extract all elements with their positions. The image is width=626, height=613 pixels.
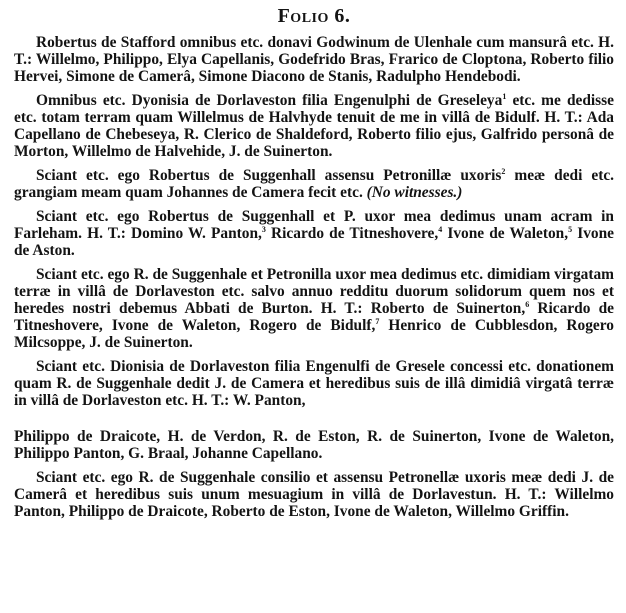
charter-entry-5: [14, 266, 614, 351]
charter-entry-3: [14, 167, 614, 201]
entry-text: Ricardo de Titneshovere, Ivone de Waleton, Rogero de Bidulf,: [14, 300, 614, 334]
folio-title: Folio 6.: [277, 5, 351, 27]
charter-entry-6-continued: Philippo de Draicote, H. de Verdon, R. de Eston, R. de Suinerton, Ivone de Waleton, Philippo Panton, G. Braal, Johanne Capellano.: [14, 428, 614, 462]
entry-text: Sciant etc. ego Robertus de Suggenhall et P. uxor mea dedimus unam acram in Farleham. H. T.: Domino W. Panton,: [14, 208, 614, 242]
entry-text: Sciant etc. ego R. de Suggenhale et Petronilla uxor mea dedimus etc. dimidiam virgatam terræ in villâ de Dorlaveston etc. salvo annuo redditu duorum solidorum quem nos et heredes nostri debemus Abbati de Burton. H. T.: Roberto de Suinerton,: [14, 266, 614, 317]
entry-text: Omnibus etc. Dyonisia de Dorlaveston filia Engenulphi de Greseleya: [36, 92, 503, 109]
footnote-marker: 7: [375, 316, 380, 326]
charter-entry-1: Robertus de Stafford omnibus etc. donavi Godwinum de Ulenhale cum mansurâ etc. H. T.: Willelmo, Philippo, Elya Capellanis, Godefrido Bras, Frarico de Cloptona, Roberto filio Hervei, Simone de Camerâ, Simone Diacono de Stanis, Radulpho Hendebodi.: [14, 34, 614, 85]
entry-text: Ivone de Waleton,: [442, 225, 569, 242]
no-witnesses-note: (No witnesses.): [366, 184, 463, 201]
footnote-marker: 5: [568, 224, 573, 234]
entry-text: Sciant etc. ego Robertus de Suggenhall assensu Petronillæ uxoris: [36, 167, 502, 184]
footnote-marker: 3: [261, 224, 266, 234]
entry-text: meæ dedi etc. grangiam meam quam Johannes de Camera fecit etc.: [14, 167, 615, 201]
entry-text: etc. me dedisse etc. totam terram quam Willelmus de Halvhyde tenuit de me in villâ de Bidulf. H. T.: Ada Capellano de Chebeseya, R. Clerico de Shaldeford, Roberto filio ejus, Galfrido personâ de Morton, Willelmo de Halvehide, J. de Suinerton.: [14, 92, 614, 160]
footnote-marker: 4: [438, 224, 443, 234]
charter-entry-7: Sciant etc. ego R. de Suggenhale consilio et assensu Petronellæ uxoris meæ dedi J. de Camerâ et heredibus suis unum mesuagium in villâ de Dorlavestun. H. T.: Willelmo Panton, Philippo de Draicote, Roberto de Eston, Ivone de Waleton, Willelmo Griffin.: [14, 469, 614, 520]
charter-entry-2: [14, 92, 614, 160]
entry-text: Henrico de Cubblesdon, Rogero Milcsoppe, J. de Suinerton.: [14, 317, 614, 351]
footnote-marker: 1: [502, 91, 507, 101]
charter-entry-4: [14, 208, 614, 259]
footnote-marker: 2: [501, 166, 506, 176]
page-break-gap: [14, 416, 614, 428]
entry-text: Ricardo de Titneshovere,: [265, 225, 439, 242]
charter-entry-6: Sciant etc. Dionisia de Dorlaveston filia Engenulfi de Gresele concessi etc. donationem quam R. de Suggenhale dedit J. de Camera et heredibus suis de illâ dimidiâ virgatâ terræ in villâ de Dorlaveston etc. H. T.: W. Panton,: [14, 358, 614, 409]
footnote-marker: 6: [525, 299, 530, 309]
entry-text: Ivone de Aston.: [14, 225, 614, 259]
